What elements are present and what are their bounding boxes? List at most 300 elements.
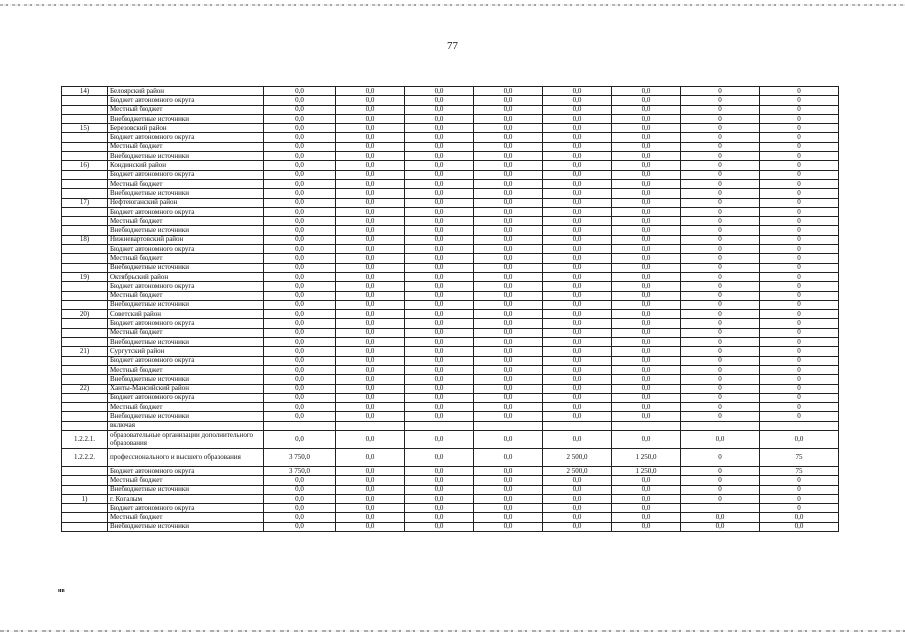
table-row (62, 198, 839, 207)
value-cell (760, 421, 839, 430)
row-code (62, 375, 108, 384)
row-name: Местный бюджет (108, 403, 264, 412)
value-cell: 0 (760, 124, 839, 133)
value-cell: 0,0 (264, 282, 336, 291)
row-name: Местный бюджет (108, 365, 264, 374)
value-cell: 0 (681, 476, 760, 485)
value-cell: 0 (760, 347, 839, 356)
row-name: Нефтеюганский район (108, 198, 264, 207)
value-cell: 0,0 (336, 356, 405, 365)
value-cell: 0,0 (612, 393, 681, 402)
value-cell: 0,0 (474, 384, 543, 393)
row-code: 17) (62, 198, 108, 207)
value-cell: 0,0 (543, 522, 612, 531)
value-cell: 0,0 (474, 310, 543, 319)
value-cell: 0,0 (612, 282, 681, 291)
value-cell: 0,0 (264, 254, 336, 263)
value-cell: 0,0 (405, 504, 474, 513)
value-cell: 0,0 (612, 142, 681, 151)
row-code (62, 114, 108, 123)
value-cell: 0 (681, 310, 760, 319)
value-cell: 0,0 (336, 179, 405, 188)
value-cell: 0,0 (474, 179, 543, 188)
row-name: Октябрьский район (108, 272, 264, 281)
value-cell: 0,0 (264, 310, 336, 319)
table-row (62, 412, 839, 421)
value-cell: 0,0 (264, 513, 336, 522)
row-name: Местный бюджет (108, 254, 264, 263)
value-cell: 0,0 (264, 198, 336, 207)
value-cell: 0,0 (612, 384, 681, 393)
value-cell: 0,0 (336, 96, 405, 105)
value-cell: 0,0 (405, 356, 474, 365)
row-code: 21) (62, 347, 108, 356)
row-name: Местный бюджет (108, 328, 264, 337)
value-cell: 0,0 (264, 114, 336, 123)
value-cell: 0,0 (405, 347, 474, 356)
value-cell: 0,0 (336, 114, 405, 123)
value-cell: 0,0 (336, 476, 405, 485)
value-cell: 0 (760, 375, 839, 384)
value-cell: 0,0 (264, 179, 336, 188)
value-cell: 0,0 (264, 412, 336, 421)
value-cell: 0,0 (543, 105, 612, 114)
value-cell (681, 421, 760, 430)
value-cell: 0 (760, 263, 839, 272)
value-cell: 0,0 (405, 466, 474, 475)
row-code (62, 152, 108, 161)
value-cell: 0,0 (474, 513, 543, 522)
value-cell: 0,0 (336, 272, 405, 281)
value-cell: 0,0 (405, 114, 474, 123)
value-cell (336, 421, 405, 430)
value-cell: 0,0 (264, 522, 336, 531)
row-name: Внебюджетные источники (108, 189, 264, 198)
value-cell: 0,0 (543, 412, 612, 421)
row-code (62, 282, 108, 291)
value-cell: 0,0 (543, 96, 612, 105)
row-code (62, 133, 108, 142)
value-cell: 0 (760, 170, 839, 179)
value-cell: 0,0 (474, 133, 543, 142)
value-cell: 0 (681, 142, 760, 151)
value-cell: 0,0 (612, 152, 681, 161)
value-cell: 0 (681, 384, 760, 393)
value-cell: 0,0 (474, 448, 543, 466)
value-cell: 0,0 (264, 133, 336, 142)
value-cell: 0,0 (543, 226, 612, 235)
value-cell: 0,0 (612, 105, 681, 114)
value-cell (543, 421, 612, 430)
value-cell: 0,0 (336, 448, 405, 466)
row-name: Внебюджетные источники (108, 522, 264, 531)
value-cell: 0,0 (405, 319, 474, 328)
value-cell: 0 (681, 124, 760, 133)
value-cell: 0,0 (474, 198, 543, 207)
value-cell: 0,0 (760, 522, 839, 531)
value-cell: 0 (760, 179, 839, 188)
row-code (62, 393, 108, 402)
table-row (62, 96, 839, 105)
value-cell: 0,0 (336, 105, 405, 114)
value-cell: 0,0 (612, 375, 681, 384)
value-cell: 0,0 (543, 338, 612, 347)
value-cell: 0 (681, 375, 760, 384)
table-row (62, 338, 839, 347)
value-cell: 0 (760, 207, 839, 216)
value-cell: 0,0 (543, 403, 612, 412)
value-cell: 0,0 (474, 161, 543, 170)
page-number: 77 (447, 40, 458, 52)
value-cell: 0,0 (474, 226, 543, 235)
row-name: Внебюджетные источники (108, 263, 264, 272)
row-code (62, 338, 108, 347)
value-cell: 0,0 (264, 170, 336, 179)
table-row (62, 347, 839, 356)
value-cell: 0,0 (264, 124, 336, 133)
value-cell: 0,0 (474, 114, 543, 123)
value-cell: 0,0 (405, 179, 474, 188)
table-row (62, 365, 839, 374)
value-cell: 75 (760, 448, 839, 466)
value-cell: 0,0 (543, 485, 612, 494)
value-cell: 0 (681, 347, 760, 356)
value-cell: 0,0 (474, 96, 543, 105)
value-cell: 0 (760, 338, 839, 347)
row-name: Местный бюджет (108, 513, 264, 522)
footer-mark: нв (58, 588, 65, 594)
table-row (62, 189, 839, 198)
value-cell: 0,0 (405, 384, 474, 393)
value-cell: 0,0 (612, 412, 681, 421)
value-cell: 0,0 (336, 338, 405, 347)
value-cell: 0,0 (474, 152, 543, 161)
value-cell: 0,0 (474, 338, 543, 347)
value-cell: 0 (760, 133, 839, 142)
value-cell: 0,0 (543, 504, 612, 513)
value-cell: 0 (760, 245, 839, 254)
value-cell: 0,0 (543, 207, 612, 216)
value-cell: 0,0 (474, 207, 543, 216)
value-cell: 0,0 (612, 430, 681, 448)
value-cell: 0 (681, 235, 760, 244)
table-row (62, 393, 839, 402)
row-code: 1.2.2.1. (62, 430, 108, 448)
row-name: Внебюджетные источники (108, 412, 264, 421)
value-cell: 0,0 (264, 494, 336, 503)
value-cell: 0,0 (543, 393, 612, 402)
value-cell: 0 (681, 291, 760, 300)
table-row (62, 217, 839, 226)
value-cell: 0,0 (760, 430, 839, 448)
row-name: Бюджет автономного округа (108, 393, 264, 402)
value-cell: 0,0 (543, 235, 612, 244)
value-cell: 0,0 (405, 152, 474, 161)
row-name: Внебюджетные источники (108, 300, 264, 309)
value-cell: 0 (760, 235, 839, 244)
value-cell: 0,0 (474, 189, 543, 198)
row-name: г. Когалым (108, 494, 264, 503)
value-cell: 0 (681, 96, 760, 105)
value-cell: 0,0 (405, 291, 474, 300)
value-cell: 0,0 (612, 235, 681, 244)
value-cell: 0,0 (405, 207, 474, 216)
value-cell: 0,0 (543, 179, 612, 188)
table-row (62, 263, 839, 272)
value-cell: 0,0 (612, 226, 681, 235)
value-cell: 0,0 (336, 430, 405, 448)
value-cell: 0,0 (336, 328, 405, 337)
value-cell: 0,0 (405, 263, 474, 272)
value-cell: 0,0 (612, 96, 681, 105)
row-name: Бюджет автономного округа (108, 282, 264, 291)
value-cell: 0,0 (543, 476, 612, 485)
value-cell: 0,0 (612, 347, 681, 356)
row-name: Внебюджетные источники (108, 338, 264, 347)
value-cell: 0,0 (681, 513, 760, 522)
value-cell: 0,0 (336, 466, 405, 475)
value-cell: 0 (760, 272, 839, 281)
row-name: Местный бюджет (108, 179, 264, 188)
row-name: Бюджет автономного округа (108, 466, 264, 475)
value-cell: 0,0 (405, 403, 474, 412)
row-code (62, 263, 108, 272)
value-cell: 0 (681, 133, 760, 142)
scan-artifact-top (0, 4, 905, 6)
value-cell: 0,0 (474, 365, 543, 374)
row-code (62, 412, 108, 421)
value-cell: 0,0 (336, 124, 405, 133)
value-cell: 0,0 (612, 114, 681, 123)
value-cell: 0,0 (336, 226, 405, 235)
value-cell: 0,0 (405, 365, 474, 374)
value-cell: 0,0 (474, 494, 543, 503)
value-cell: 0 (681, 356, 760, 365)
value-cell: 0,0 (543, 282, 612, 291)
value-cell: 0,0 (264, 263, 336, 272)
value-cell: 0,0 (543, 170, 612, 179)
value-cell: 0,0 (474, 328, 543, 337)
value-cell: 0,0 (264, 161, 336, 170)
value-cell: 0,0 (264, 217, 336, 226)
row-name: Бюджет автономного округа (108, 245, 264, 254)
row-name: Местный бюджет (108, 291, 264, 300)
value-cell: 0 (681, 365, 760, 374)
value-cell: 0 (681, 226, 760, 235)
value-cell: 0 (760, 476, 839, 485)
value-cell: 0,0 (474, 375, 543, 384)
value-cell: 0,0 (543, 375, 612, 384)
row-name: включая (108, 421, 264, 430)
value-cell: 0 (681, 254, 760, 263)
value-cell: 0,0 (336, 254, 405, 263)
value-cell: 0 (681, 152, 760, 161)
value-cell: 0,0 (474, 124, 543, 133)
value-cell: 0,0 (405, 189, 474, 198)
value-cell: 0 (681, 263, 760, 272)
value-cell: 0,0 (264, 365, 336, 374)
table-row (62, 105, 839, 114)
row-name: Бюджет автономного округа (108, 96, 264, 105)
value-cell: 0 (681, 403, 760, 412)
value-cell: 0,0 (405, 375, 474, 384)
table-row (62, 430, 839, 448)
value-cell: 0,0 (612, 338, 681, 347)
value-cell: 0 (681, 272, 760, 281)
row-code (62, 403, 108, 412)
value-cell: 0,0 (612, 198, 681, 207)
value-cell: 0,0 (612, 161, 681, 170)
value-cell: 0,0 (336, 198, 405, 207)
value-cell: 0,0 (543, 254, 612, 263)
value-cell: 0,0 (543, 356, 612, 365)
value-cell: 0 (681, 161, 760, 170)
value-cell: 0,0 (336, 319, 405, 328)
row-name: Внебюджетные источники (108, 485, 264, 494)
value-cell: 0,0 (405, 494, 474, 503)
value-cell: 0,0 (543, 245, 612, 254)
value-cell: 0,0 (612, 522, 681, 531)
value-cell: 0,0 (612, 476, 681, 485)
row-code (62, 421, 108, 430)
value-cell: 0,0 (474, 485, 543, 494)
value-cell: 0,0 (264, 375, 336, 384)
value-cell: 0,0 (336, 365, 405, 374)
value-cell: 0 (681, 485, 760, 494)
value-cell: 0 (681, 448, 760, 466)
value-cell: 0,0 (543, 217, 612, 226)
value-cell: 0,0 (264, 384, 336, 393)
value-cell: 0,0 (405, 142, 474, 151)
row-code (62, 96, 108, 105)
row-code (62, 522, 108, 531)
value-cell: 0,0 (474, 319, 543, 328)
value-cell: 0,0 (264, 300, 336, 309)
value-cell: 0,0 (405, 87, 474, 96)
value-cell: 0,0 (474, 245, 543, 254)
value-cell: 0,0 (264, 485, 336, 494)
value-cell: 0,0 (264, 189, 336, 198)
value-cell: 0,0 (612, 356, 681, 365)
value-cell: 3 750,0 (264, 448, 336, 466)
row-code (62, 356, 108, 365)
row-code: 22) (62, 384, 108, 393)
value-cell: 0,0 (474, 235, 543, 244)
value-cell: 0 (760, 198, 839, 207)
value-cell (681, 504, 760, 513)
table-row (62, 226, 839, 235)
row-name: Бюджет автономного округа (108, 207, 264, 216)
value-cell: 0 (760, 319, 839, 328)
value-cell: 0,0 (543, 152, 612, 161)
value-cell: 0,0 (264, 87, 336, 96)
table-row (62, 319, 839, 328)
value-cell: 0 (760, 254, 839, 263)
row-name: Белоярский район (108, 87, 264, 96)
table-row (62, 291, 839, 300)
value-cell: 0,0 (405, 198, 474, 207)
value-cell: 0 (681, 494, 760, 503)
value-cell: 2 500,0 (543, 448, 612, 466)
value-cell: 0,0 (336, 485, 405, 494)
value-cell: 0,0 (264, 96, 336, 105)
value-cell: 0,0 (405, 105, 474, 114)
value-cell: 0,0 (405, 226, 474, 235)
value-cell: 0,0 (336, 263, 405, 272)
value-cell: 0,0 (543, 272, 612, 281)
value-cell: 0,0 (405, 393, 474, 402)
value-cell: 0 (760, 310, 839, 319)
value-cell: 0,0 (543, 114, 612, 123)
value-cell: 0 (681, 412, 760, 421)
value-cell: 0,0 (474, 466, 543, 475)
value-cell: 0,0 (612, 365, 681, 374)
value-cell: 0,0 (336, 403, 405, 412)
value-cell: 0,0 (336, 393, 405, 402)
value-cell: 0 (681, 179, 760, 188)
value-cell: 0,0 (474, 347, 543, 356)
value-cell: 0,0 (264, 504, 336, 513)
value-cell: 0 (760, 282, 839, 291)
value-cell: 0,0 (336, 347, 405, 356)
table-row (62, 170, 839, 179)
value-cell: 0,0 (543, 347, 612, 356)
value-cell: 0,0 (264, 328, 336, 337)
value-cell: 0,0 (474, 522, 543, 531)
value-cell: 0,0 (612, 133, 681, 142)
row-name: образовательные организации дополнительного образования (108, 430, 264, 448)
value-cell: 0,0 (474, 142, 543, 151)
value-cell: 0,0 (612, 207, 681, 216)
table-row (62, 245, 839, 254)
value-cell: 0,0 (264, 347, 336, 356)
row-code (62, 291, 108, 300)
table-row (62, 494, 839, 503)
value-cell: 0,0 (474, 105, 543, 114)
value-cell: 0,0 (474, 254, 543, 263)
value-cell: 0,0 (336, 235, 405, 244)
table-row (62, 179, 839, 188)
value-cell: 0 (760, 226, 839, 235)
value-cell: 0,0 (264, 272, 336, 281)
table-row (62, 485, 839, 494)
row-name: Внебюджетные источники (108, 152, 264, 161)
value-cell: 0,0 (612, 217, 681, 226)
value-cell: 0,0 (474, 403, 543, 412)
value-cell: 0,0 (474, 430, 543, 448)
value-cell: 0,0 (336, 375, 405, 384)
row-code (62, 513, 108, 522)
value-cell: 0,0 (336, 133, 405, 142)
value-cell: 0,0 (474, 87, 543, 96)
value-cell: 0,0 (612, 87, 681, 96)
value-cell: 0,0 (612, 328, 681, 337)
row-code (62, 254, 108, 263)
row-code (62, 485, 108, 494)
row-code (62, 300, 108, 309)
value-cell: 0,0 (405, 254, 474, 263)
budget-table (61, 86, 839, 532)
row-code: 1) (62, 494, 108, 503)
value-cell: 0 (760, 403, 839, 412)
value-cell: 0,0 (336, 161, 405, 170)
table-row (62, 384, 839, 393)
value-cell: 0 (760, 152, 839, 161)
table-row (62, 356, 839, 365)
value-cell (405, 421, 474, 430)
value-cell: 0,0 (474, 300, 543, 309)
value-cell: 0,0 (336, 494, 405, 503)
